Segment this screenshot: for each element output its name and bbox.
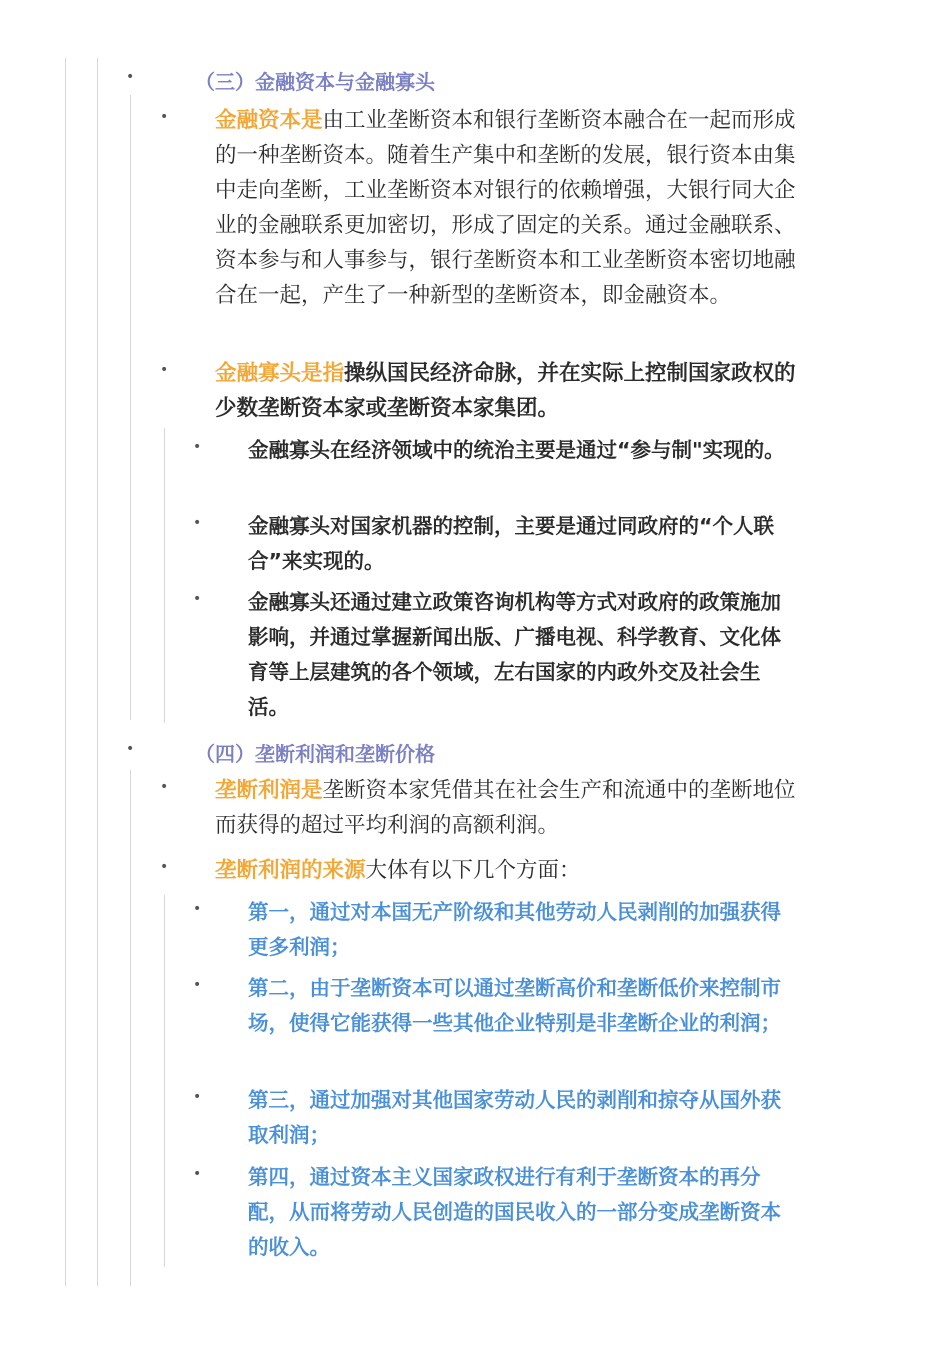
outline-guide-line [164,895,165,1267]
sub-list-item: 第二，由于垄断资本可以通过垄断高价和垄断低价来控制市场，使得它能获得一些其他企业特别是非垄断企业的利润； [248,976,781,1035]
bullet-icon: • [193,977,202,993]
item-text: 大体有以下几个方面： [365,858,581,883]
key-term: 金融寡头是指 [215,361,345,386]
bullet-icon: • [193,515,202,531]
bullet-icon: • [126,69,135,85]
section-heading: （四）垄断利润和垄断价格 [195,742,435,766]
bullet-icon: • [193,591,202,607]
key-term: 垄断利润的来源 [215,858,366,883]
sub-list-item: 第四，通过资本主义国家政权进行有利于垄断资本的再分配，从而将劳动人民创造的国民收入的一部分变成垄断资本的收入。 [248,1165,781,1259]
bullet-icon: • [160,109,169,125]
item-text: 垄断资本家凭借其在社会生产和流通中的垄断地位而获得的超过平均利润的高额利润。 [215,778,796,838]
item-text: 操纵国民经济命脉，并在实际上控制国家政权的少数垄断资本家或垄断资本家集团。 [215,361,796,421]
item-text: 由工业垄断资本和银行垄断资本融合在一起而形成的一种垄断资本。随着生产集中和垄断的发展，银行资本由集中走向垄断，工业垄断资本对银行的依赖增强，大银行同大企业的金融联系更加密切，形成了固定的关系。通过金融联系、资本参与和人事参与，银行垄断资本和工业垄断资本密切地融合在一起，产生了一种新型的垄断资本，即金融资本。 [215,108,796,308]
bullet-icon: • [160,779,169,795]
sub-list-item: 第三，通过加强对其他国家劳动人民的剥削和掠夺从国外获取利润； [248,1088,781,1147]
bullet-icon: • [193,439,202,455]
list-item [215,773,805,843]
list-item [215,853,805,888]
bullet-icon: • [126,741,135,757]
outline-guide-line [130,95,131,720]
sub-list-item: 金融寡头还通过建立政策咨询机构等方式对政府的政策施加影响，并通过掌握新闻出版、广播电视、科学教育、文化体育等上层建筑的各个领域，左右国家的内政外交及社会生活。 [248,590,781,719]
outline-guide-line [130,770,131,1286]
outline-guide-line [65,58,66,1286]
bullet-icon: • [193,1089,202,1105]
sub-list-item: 第一，通过对本国无产阶级和其他劳动人民剥削的加强获得更多利润； [248,900,781,959]
key-term: 垄断利润是 [215,778,323,803]
outline-guide-line [164,428,165,723]
bullet-icon: • [193,1166,202,1182]
section-heading: （三）金融资本与金融寡头 [195,70,435,94]
list-item [215,103,805,313]
outline-guide-line [97,58,98,1286]
key-term: 金融资本是 [215,108,323,133]
sub-list-item: 金融寡头对国家机器的控制，主要是通过同政府的“个人联合”来实现的。 [248,514,774,573]
sub-list-item: 金融寡头在经济领域中的统治主要是通过“参与制"实现的。 [248,438,785,462]
bullet-icon: • [160,362,169,378]
list-item [215,356,805,426]
bullet-icon: • [193,901,202,917]
bullet-icon: • [160,859,169,875]
